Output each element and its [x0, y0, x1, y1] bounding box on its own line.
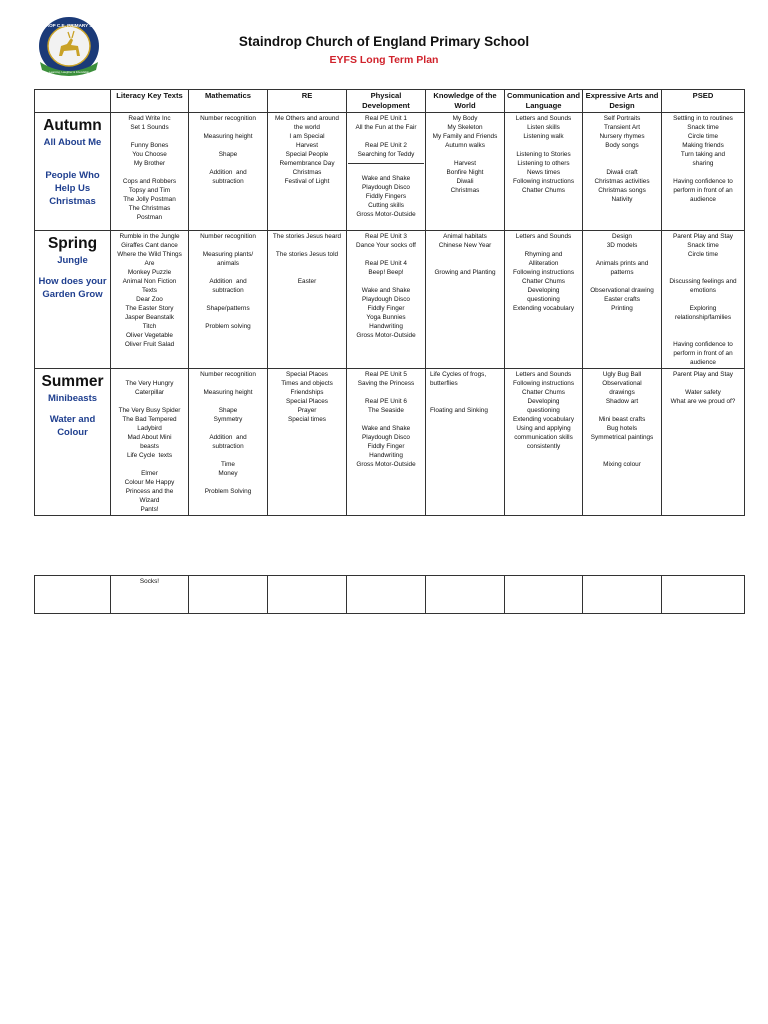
term-row-spring [35, 231, 745, 369]
continuation-cell [35, 576, 111, 614]
cell-line: Developing [527, 398, 560, 405]
term-theme: Minibeasts [47, 393, 98, 404]
term-name: Autumn [43, 117, 102, 134]
continuation-cell [426, 576, 505, 614]
cell-line: Diwali [456, 178, 474, 185]
column-header-physical-development: Physical Development [347, 90, 426, 113]
cell-line: Colour Me Happy [124, 479, 175, 486]
cell-line: Money [218, 470, 238, 477]
cell-line: Times and objects [281, 380, 333, 387]
cell-line: The Very Busy Spider [118, 407, 181, 414]
cell-line: Real PE Unit 3 [365, 233, 407, 240]
cell-line: subtraction [212, 287, 244, 294]
cell-expressive-arts [583, 369, 662, 516]
cell-line: Listening to others [517, 160, 570, 167]
cell-line: Wake and Shake [361, 287, 411, 294]
cell-line: Number recognition [200, 371, 256, 378]
cell-line: Texts [142, 287, 157, 294]
cell-line: Handwriting [369, 452, 403, 459]
cell-line: Extending vocabulary [512, 416, 575, 423]
cell-line: Floating and Sinking [430, 407, 488, 414]
cell-line: My Brother [133, 160, 166, 167]
cell-line: Nativity [611, 196, 633, 203]
cell-line: Animal Non Fiction [122, 278, 177, 285]
cell-line: Life Cycle texts [126, 452, 173, 459]
cell-line: Saving the Princess [357, 380, 415, 387]
cell-line: Listening walk [523, 133, 564, 140]
cell-line: Harvest [295, 142, 319, 149]
cell-line: butterflies [430, 380, 458, 387]
cell-line: Yoga Bunnies [366, 314, 406, 321]
cell-expressive-arts [583, 231, 662, 369]
cell-line: Playdough Disco [362, 296, 410, 303]
cell-knowledge-of-world [426, 369, 505, 516]
cell-psed [662, 369, 745, 516]
cell-line: Gross Motor-Outside [356, 461, 416, 468]
cell-line: Letters and Sounds [515, 115, 572, 122]
cell-line: Listen skills [527, 124, 560, 131]
cell-line: Transient Art [604, 124, 640, 131]
cell-line: beasts [140, 443, 159, 450]
cell-line: Topsy and Tim [128, 187, 171, 194]
cell-line: Elmer [141, 470, 158, 477]
cell-line: subtraction [212, 443, 244, 450]
cell-line: Special times [287, 416, 326, 423]
term-name: Spring [47, 235, 98, 252]
plan-title: EYFS Long Term Plan [329, 54, 439, 66]
cell-line: Problem Solving [204, 488, 252, 495]
cell-re [268, 113, 347, 231]
cell-literacy [111, 113, 189, 231]
cell-line: Rumble in the Jungle [119, 233, 180, 240]
cell-line: Circle time [687, 133, 719, 140]
cell-line: Giraffes Cant dance [121, 242, 178, 249]
cell-re [268, 231, 347, 369]
cell-psed [662, 231, 745, 369]
cell-line: Addition and [209, 169, 247, 176]
cell-line: Beep! Beep! [368, 269, 404, 276]
cell-line: Fiddly Finger [367, 443, 405, 450]
cell-line: Easter crafts [604, 296, 640, 303]
cell-line: Snack time [687, 124, 719, 131]
cell-line: Christmas [292, 169, 322, 176]
cell-line: relationship/families [674, 314, 732, 321]
cell-line: Following instructions [512, 269, 575, 276]
cell-divider [348, 163, 424, 164]
continuation-cell [347, 576, 426, 614]
cell-line: Shape [218, 151, 238, 158]
cell-line: patterns [610, 269, 634, 276]
cell-line: Shadow art [605, 398, 639, 405]
cell-line: Playdough Disco [362, 434, 410, 441]
cell-line: audience [690, 359, 716, 366]
cell-line: Fiddly Finger [367, 305, 405, 312]
cell-line: Settling in to routines [673, 115, 733, 122]
term-theme: People Who Help Us Christmas [45, 170, 100, 207]
cell-line: drawings [609, 389, 635, 396]
cell-line: The Very Hungry [125, 380, 174, 387]
cell-line: Christmas songs [598, 187, 646, 194]
cell-line: Princess and the [125, 488, 174, 495]
cell-line: Animals prints and [595, 260, 649, 267]
cell-line: Following instructions [512, 178, 575, 185]
cell-line: Circle time [687, 251, 719, 258]
cell-line: Measuring height [203, 389, 253, 396]
cell-line: Are [144, 260, 155, 267]
cell-line: Cutting skills [368, 202, 404, 209]
cell-line: What are we proud of? [670, 398, 736, 405]
cell-line: Addition and [209, 278, 247, 285]
cell-line: Easter [297, 278, 317, 285]
cell-line: Jasper Beanstalk [124, 314, 175, 321]
cell-line: Cops and Robbers [122, 178, 177, 185]
column-header-re: RE [268, 90, 347, 113]
cell-line: Dear Zoo [136, 296, 163, 303]
continuation-cell [662, 576, 745, 614]
cell-line: emotions [690, 287, 716, 294]
column-header-mathematics: Mathematics [189, 90, 268, 113]
cell-mathematics [189, 231, 268, 369]
cell-line: Addition and [209, 434, 247, 441]
school-name: Staindrop Church of England Primary School [238, 34, 530, 49]
cell-line: Listening to Stories [516, 151, 571, 158]
cell-line: Real PE Unit 4 [365, 260, 407, 267]
cell-knowledge-of-world [426, 113, 505, 231]
cell-line: Growing and Planting [434, 269, 496, 276]
cell-line: Chatter Chums [522, 187, 565, 194]
cell-line: Having confidence to [673, 341, 733, 348]
cell-line: You Choose [132, 151, 167, 158]
cell-line: Self Portraits [603, 115, 641, 122]
cell-line: Christmas [450, 187, 480, 194]
cell-line: Snack time [687, 242, 719, 249]
cell-line: Set 1 Sounds [130, 124, 169, 131]
cell-line: Harvest [453, 160, 477, 167]
cell-line: the world [294, 124, 320, 131]
cell-physical-development [347, 231, 426, 369]
term-cell [35, 113, 111, 231]
cell-line: Alliteration [528, 260, 559, 267]
cell-line: questioning [527, 407, 560, 414]
cell-line: Shape/patterns [206, 305, 250, 312]
cell-line: Problem solving [205, 323, 251, 330]
cell-line: Real PE Unit 1 [365, 115, 407, 122]
header-row [35, 90, 745, 113]
cell-line: audience [690, 196, 716, 203]
cell-line: Discussing feelings and [669, 278, 737, 285]
cell-line: Measuring plants/ [202, 251, 254, 258]
cell-line: The Easter Story [125, 305, 174, 312]
cell-line: Playdough Disco [362, 184, 410, 191]
cell-line: Where the Wild Things [117, 251, 182, 258]
cell-line: Body songs [605, 142, 639, 149]
cell-line: communication skills [514, 434, 573, 441]
cell-line: Extending vocabulary [512, 305, 575, 312]
continuation-cell [583, 576, 662, 614]
cell-line: Real PE Unit 6 [365, 398, 407, 405]
term-name: Summer [41, 373, 104, 390]
cell-line: Symmetry [213, 416, 243, 423]
column-header-knowledge-of-world: Knowledge of the World [426, 90, 505, 113]
cell-line: Turn taking and [680, 151, 726, 158]
column-header-expressive-arts: Expressive Arts and Design [583, 90, 662, 113]
logo-motto: Learning, Laughter & Friendship [49, 70, 89, 74]
cell-line: Real PE Unit 5 [365, 371, 407, 378]
continuation-row [35, 576, 745, 614]
cell-line: Design [612, 233, 632, 240]
cell-line: Diwali craft [606, 169, 638, 176]
cell-line: Bonfire Night [446, 169, 484, 176]
cell-line: Caterpillar [134, 389, 165, 396]
cell-line: My Body [452, 115, 478, 122]
continuation-cell [505, 576, 583, 614]
cell-line: Gross Motor-Outside [356, 211, 416, 218]
cell-line: Me Others and around [275, 115, 339, 122]
term-row-summer [35, 369, 745, 516]
cell-line: Shape [218, 407, 238, 414]
cell-line: Mad About Mini [127, 434, 172, 441]
cell-line: Nursery rhymes [599, 133, 645, 140]
cell-line: Mini beast crafts [598, 416, 646, 423]
cell-literacy [111, 231, 189, 369]
cell-line: Following instructions [512, 380, 575, 387]
term-theme: Water and Colour [49, 414, 96, 438]
continuation-cell-literacy: Socks! [111, 576, 189, 614]
cell-line: Titch [142, 323, 157, 330]
cell-line: subtraction [212, 178, 244, 185]
cell-mathematics [189, 369, 268, 516]
cell-line: Dance Your socks off [356, 242, 416, 249]
cell-line: Time [221, 461, 235, 468]
cell-line: Special People [285, 151, 329, 158]
column-header-literacy: Literacy Key Texts [111, 90, 189, 113]
cell-line: Pants! [140, 506, 159, 513]
cell-line: Symmetrical paintings [590, 434, 654, 441]
cell-line: Chatter Chums [522, 278, 565, 285]
cell-physical-development [347, 113, 426, 231]
cell-psed [662, 113, 745, 231]
cell-communication [505, 369, 583, 516]
term-theme: All About Me [43, 137, 102, 148]
cell-line: I am Special [289, 133, 325, 140]
cell-line: Measuring height [203, 133, 253, 140]
cell-line: Chatter Chums [522, 389, 565, 396]
cell-line: Number recognition [200, 233, 256, 240]
cell-communication [505, 231, 583, 369]
cell-line: News times [526, 169, 561, 176]
cell-line: Festival of Light [284, 178, 330, 185]
cell-line: The Seaside [368, 407, 404, 414]
cell-literacy [111, 369, 189, 516]
cell-line: Friendships [290, 389, 324, 396]
cell-line: My Family and Friends [432, 133, 498, 140]
cell-line: Read Write Inc [128, 115, 171, 122]
continuation-cell [268, 576, 347, 614]
cell-line: Gross Motor-Outside [356, 332, 416, 339]
cell-line: animals [216, 260, 240, 267]
term-theme: Jungle [57, 255, 88, 266]
cell-line: Printing [611, 305, 633, 312]
cell-line: Oliver Fruit Salad [124, 341, 175, 348]
cell-line: Oliver Vegetable [126, 332, 173, 339]
cell-line: Special Places [286, 398, 328, 405]
cell-line: Remembrance Day [279, 160, 335, 167]
cell-line: Christmas activities [594, 178, 650, 185]
cell-line: Special Places [286, 371, 328, 378]
cell-line: Fiddly Fingers [365, 193, 407, 200]
cell-physical-development [347, 369, 426, 516]
cell-line: The stories Jesus heard [272, 233, 342, 240]
cell-line: Real PE Unit 2 [365, 142, 407, 149]
cell-line: Observational drawing [590, 287, 654, 294]
cell-line: Chinese New Year [438, 242, 492, 249]
cell-line: Observational [602, 380, 642, 387]
cell-line: The stories Jesus told [275, 251, 339, 258]
cell-line: Exploring [689, 305, 717, 312]
cell-line: Letters and Sounds [515, 233, 572, 240]
cell-line: Handwriting [369, 323, 403, 330]
cell-expressive-arts [583, 113, 662, 231]
cell-line: Parent Play and Stay [672, 233, 734, 240]
cell-line: Autumn walks [445, 142, 485, 149]
cell-line: Searching for Teddy [357, 151, 415, 158]
cell-knowledge-of-world [426, 231, 505, 369]
cell-line: Wake and Shake [361, 175, 411, 182]
cell-line: Making friends [682, 142, 724, 149]
column-header [35, 90, 111, 113]
cell-line: sharing [692, 160, 714, 167]
cell-line: Wizard [139, 497, 160, 504]
cell-line: Monkey Puzzle [127, 269, 172, 276]
term-cell [35, 231, 111, 369]
cell-line: Letters and Sounds [515, 371, 572, 378]
logo-text: STAINDROP C.E. PRIMARY SCHOOL [29, 23, 109, 28]
cell-line: Animal habitats [443, 233, 487, 240]
term-row-autumn [35, 113, 745, 231]
cell-line: Having confidence to [673, 178, 733, 185]
cell-line: Rhyming and [524, 251, 563, 258]
cell-mathematics [189, 113, 268, 231]
cell-line: Bug hotels [606, 425, 638, 432]
cell-line: Postman [136, 214, 163, 221]
cell-line: Wake and Shake [361, 425, 411, 432]
cell-line: 3D models [606, 242, 638, 249]
cell-line: Number recognition [200, 115, 256, 122]
cell-line: Parent Play and Stay [672, 371, 734, 378]
cell-line: Mixing colour [603, 461, 641, 468]
cell-line: Using and applying [516, 425, 571, 432]
cell-line: perform in front of an [673, 350, 733, 357]
cell-re [268, 369, 347, 516]
cell-line: The Christmas [128, 205, 171, 212]
cell-line: Prayer [297, 407, 317, 414]
long-term-plan-table [34, 89, 745, 516]
term-theme: How does your Garden Grow [38, 276, 107, 300]
column-header-communication: Communication and Language [505, 90, 583, 113]
cell-line: Water safety [685, 389, 721, 396]
column-header-psed: PSED [662, 90, 745, 113]
cell-line: My Skeleton [447, 124, 483, 131]
cell-line: All the Fun at the Fair [355, 124, 417, 131]
cell-communication [505, 113, 583, 231]
cell-line: Life Cycles of frogs, [430, 371, 487, 378]
cell-line: consistently [526, 443, 561, 450]
cell-line: The Jolly Postman [123, 196, 176, 203]
continuation-table [34, 575, 745, 614]
cell-line: perform in front of an [673, 187, 733, 194]
cell-line: Ugly Bug Ball [602, 371, 642, 378]
cell-line: questioning [527, 296, 560, 303]
continuation-cell [189, 576, 268, 614]
cell-line: Developing [527, 287, 560, 294]
cell-line: Ladybird [137, 425, 162, 432]
term-cell [35, 369, 111, 516]
cell-line: Funny Bones [130, 142, 169, 149]
cell-line: The Bad Tempered [122, 416, 177, 423]
